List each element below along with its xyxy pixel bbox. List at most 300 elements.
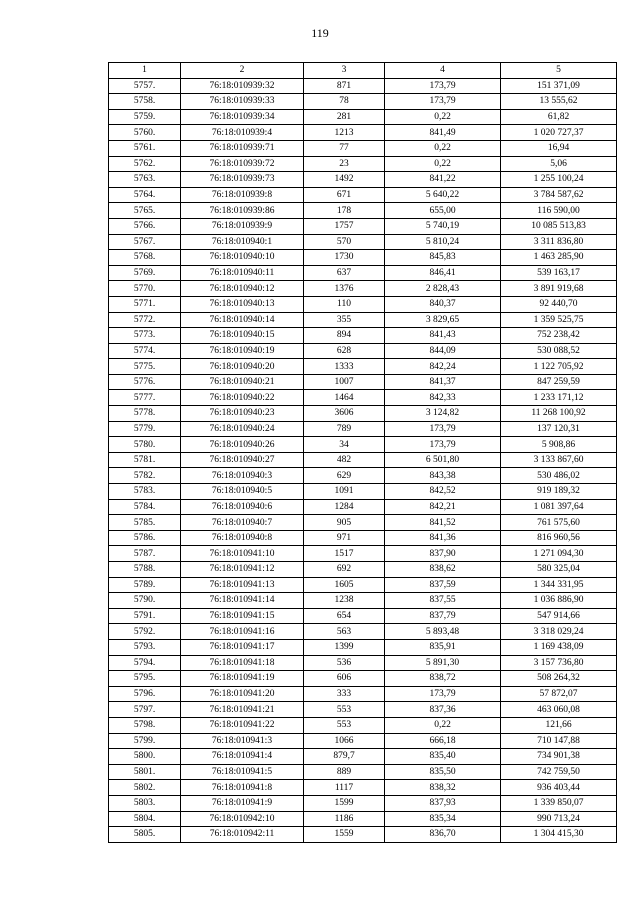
table-cell: 76:18:010941:8: [181, 780, 304, 796]
table-row: [109, 639, 617, 655]
table-row: [109, 125, 617, 141]
table-cell: 508 264,32: [501, 671, 617, 687]
table-row: [109, 390, 617, 406]
table-cell: 1599: [304, 795, 385, 811]
table-cell: 5773.: [109, 328, 181, 344]
table-cell: 5801.: [109, 764, 181, 780]
table-cell: 5,06: [501, 156, 617, 172]
table-cell: 5764.: [109, 187, 181, 203]
table-cell: 355: [304, 312, 385, 328]
table-cell: 837,79: [385, 608, 501, 624]
table-cell: 5 640,22: [385, 187, 501, 203]
table-cell: 1 169 438,09: [501, 639, 617, 655]
table-cell: 5794.: [109, 655, 181, 671]
table-row: [109, 468, 617, 484]
table-cell: 5759.: [109, 109, 181, 125]
table-cell: 76:18:010940:13: [181, 296, 304, 312]
header-cell: 4: [385, 63, 501, 79]
table-cell: 5 740,19: [385, 218, 501, 234]
table-cell: 5793.: [109, 639, 181, 655]
table-cell: 23: [304, 156, 385, 172]
table-cell: 570: [304, 234, 385, 250]
table-cell: 76:18:010941:14: [181, 593, 304, 609]
table-cell: 606: [304, 671, 385, 687]
table-row: [109, 296, 617, 312]
table-cell: 92 440,70: [501, 296, 617, 312]
table-cell: 1492: [304, 172, 385, 188]
table-cell: 5788.: [109, 562, 181, 578]
table-cell: 137 120,31: [501, 421, 617, 437]
table-cell: 5804.: [109, 811, 181, 827]
table-cell: 76:18:010940:14: [181, 312, 304, 328]
table-cell: 1730: [304, 250, 385, 266]
table-cell: 5805.: [109, 827, 181, 843]
table-cell: 671: [304, 187, 385, 203]
table-cell: 173,79: [385, 78, 501, 94]
table-cell: 5790.: [109, 593, 181, 609]
table-row: [109, 484, 617, 500]
table-row: [109, 499, 617, 515]
table-cell: 76:18:010941:9: [181, 795, 304, 811]
table-cell: 5 893,48: [385, 624, 501, 640]
table-row: [109, 312, 617, 328]
table-cell: 539 163,17: [501, 265, 617, 281]
table-cell: 536: [304, 655, 385, 671]
table-cell: 837,55: [385, 593, 501, 609]
table-cell: 76:18:010940:6: [181, 499, 304, 515]
table-cell: 61,82: [501, 109, 617, 125]
table-row: [109, 827, 617, 843]
table-cell: 1 463 285,90: [501, 250, 617, 266]
table-cell: 76:18:010941:16: [181, 624, 304, 640]
table-cell: 173,79: [385, 437, 501, 453]
table-cell: 76:18:010940:12: [181, 281, 304, 297]
table-cell: 5781.: [109, 452, 181, 468]
page-number: 119: [311, 26, 329, 40]
table-cell: 580 325,04: [501, 562, 617, 578]
table-cell: 5776.: [109, 374, 181, 390]
table-cell: 936 403,44: [501, 780, 617, 796]
table-cell: 5789.: [109, 577, 181, 593]
table-cell: 844,09: [385, 343, 501, 359]
table-cell: 76:18:010939:4: [181, 125, 304, 141]
table-cell: 5769.: [109, 265, 181, 281]
table-cell: 76:18:010939:71: [181, 140, 304, 156]
table-cell: 835,50: [385, 764, 501, 780]
table-cell: 34: [304, 437, 385, 453]
table-cell: 3606: [304, 406, 385, 422]
table-cell: 5774.: [109, 343, 181, 359]
table-cell: 761 575,60: [501, 515, 617, 531]
table-cell: 752 238,42: [501, 328, 617, 344]
table-cell: 76:18:010941:22: [181, 717, 304, 733]
table-cell: 1 339 850,07: [501, 795, 617, 811]
table-cell: 5795.: [109, 671, 181, 687]
table-row: [109, 281, 617, 297]
table-cell: 76:18:010941:21: [181, 702, 304, 718]
table-cell: 3 133 867,60: [501, 452, 617, 468]
table-cell: 76:18:010941:15: [181, 608, 304, 624]
table-cell: 11 268 100,92: [501, 406, 617, 422]
table-cell: 841,37: [385, 374, 501, 390]
table-cell: 0,22: [385, 140, 501, 156]
table-cell: 76:18:010941:3: [181, 733, 304, 749]
table-cell: 76:18:010940:27: [181, 452, 304, 468]
table-row: [109, 156, 617, 172]
table-cell: 151 371,09: [501, 78, 617, 94]
table-cell: 173,79: [385, 421, 501, 437]
table-cell: 990 713,24: [501, 811, 617, 827]
table-cell: 842,52: [385, 484, 501, 500]
table-cell: 971: [304, 530, 385, 546]
table-cell: 76:18:010940:26: [181, 437, 304, 453]
table-cell: 655,00: [385, 203, 501, 219]
table-cell: 5 810,24: [385, 234, 501, 250]
table-cell: 1559: [304, 827, 385, 843]
table-cell: 846,41: [385, 265, 501, 281]
table-cell: 281: [304, 109, 385, 125]
table-cell: 841,22: [385, 172, 501, 188]
table-cell: 1066: [304, 733, 385, 749]
table-cell: 173,79: [385, 94, 501, 110]
table-cell: 5803.: [109, 795, 181, 811]
table-cell: 1605: [304, 577, 385, 593]
table-cell: 3 829,65: [385, 312, 501, 328]
table-cell: 76:18:010940:21: [181, 374, 304, 390]
table-row: [109, 94, 617, 110]
table-cell: 905: [304, 515, 385, 531]
table-row: [109, 343, 617, 359]
table-cell: 76:18:010940:7: [181, 515, 304, 531]
table-cell: 5796.: [109, 686, 181, 702]
table-cell: 3 784 587,62: [501, 187, 617, 203]
table-row: [109, 717, 617, 733]
table-cell: 76:18:010942:11: [181, 827, 304, 843]
table-cell: 837,93: [385, 795, 501, 811]
table-cell: 1186: [304, 811, 385, 827]
table-row: [109, 374, 617, 390]
table-cell: 16,94: [501, 140, 617, 156]
table-cell: 76:18:010941:10: [181, 546, 304, 562]
table-row: [109, 421, 617, 437]
table-row: [109, 671, 617, 687]
table-cell: 835,40: [385, 749, 501, 765]
table-cell: 894: [304, 328, 385, 344]
table-cell: 842,21: [385, 499, 501, 515]
table-cell: 76:18:010939:72: [181, 156, 304, 172]
table-cell: 1238: [304, 593, 385, 609]
table-row: [109, 733, 617, 749]
table-cell: 5798.: [109, 717, 181, 733]
header-cell: 1: [109, 63, 181, 79]
table-cell: 77: [304, 140, 385, 156]
table-cell: 836,70: [385, 827, 501, 843]
table-cell: 919 189,32: [501, 484, 617, 500]
table-cell: 1 036 886,90: [501, 593, 617, 609]
table-cell: 840,37: [385, 296, 501, 312]
table-cell: 1007: [304, 374, 385, 390]
table-cell: 1 081 397,64: [501, 499, 617, 515]
table-cell: 76:18:010940:1: [181, 234, 304, 250]
table-cell: 76:18:010940:8: [181, 530, 304, 546]
table-cell: 3 318 029,24: [501, 624, 617, 640]
table-row: [109, 624, 617, 640]
table-cell: 5797.: [109, 702, 181, 718]
table-cell: 889: [304, 764, 385, 780]
table-cell: 838,32: [385, 780, 501, 796]
table-cell: 121,66: [501, 717, 617, 733]
table-cell: 76:18:010939:73: [181, 172, 304, 188]
table-row: [109, 593, 617, 609]
table-row: [109, 562, 617, 578]
table-row: [109, 140, 617, 156]
table-cell: 482: [304, 452, 385, 468]
table-cell: 5761.: [109, 140, 181, 156]
table-cell: 553: [304, 717, 385, 733]
table-cell: 76:18:010941:4: [181, 749, 304, 765]
table-cell: 1 233 171,12: [501, 390, 617, 406]
table-cell: 76:18:010941:18: [181, 655, 304, 671]
table-row: [109, 780, 617, 796]
table-cell: 116 590,00: [501, 203, 617, 219]
table-cell: 173,79: [385, 686, 501, 702]
table-cell: 789: [304, 421, 385, 437]
table-cell: 842,24: [385, 359, 501, 375]
table-cell: 5767.: [109, 234, 181, 250]
table-cell: 1464: [304, 390, 385, 406]
table-row: [109, 795, 617, 811]
table-cell: 5800.: [109, 749, 181, 765]
table-cell: 5799.: [109, 733, 181, 749]
table-cell: 5757.: [109, 78, 181, 94]
table-row: [109, 530, 617, 546]
table-cell: 110: [304, 296, 385, 312]
table-cell: 5783.: [109, 484, 181, 500]
table-cell: 837,90: [385, 546, 501, 562]
table-cell: 76:18:010940:15: [181, 328, 304, 344]
table-cell: 1399: [304, 639, 385, 655]
table-cell: 76:18:010941:17: [181, 639, 304, 655]
table-cell: 842,33: [385, 390, 501, 406]
table-cell: 1 304 415,30: [501, 827, 617, 843]
table-cell: 547 914,66: [501, 608, 617, 624]
table-header-row: [109, 63, 617, 79]
table-row: [109, 234, 617, 250]
table-row: [109, 437, 617, 453]
table-cell: 463 060,08: [501, 702, 617, 718]
table-cell: 742 759,50: [501, 764, 617, 780]
table-row: [109, 608, 617, 624]
table-cell: 1 020 727,37: [501, 125, 617, 141]
table-cell: 3 311 836,80: [501, 234, 617, 250]
header-cell: 5: [501, 63, 617, 79]
table-cell: 76:18:010940:20: [181, 359, 304, 375]
table-cell: 5 891,30: [385, 655, 501, 671]
table-cell: 76:18:010941:13: [181, 577, 304, 593]
table-cell: 666,18: [385, 733, 501, 749]
table-cell: 5792.: [109, 624, 181, 640]
table-cell: 78: [304, 94, 385, 110]
table-cell: 1376: [304, 281, 385, 297]
table-cell: 0,22: [385, 156, 501, 172]
table-cell: 5768.: [109, 250, 181, 266]
table-cell: 5780.: [109, 437, 181, 453]
table-cell: 178: [304, 203, 385, 219]
table-cell: 5771.: [109, 296, 181, 312]
table-cell: 837,36: [385, 702, 501, 718]
table-cell: 628: [304, 343, 385, 359]
table-cell: 837,59: [385, 577, 501, 593]
table-cell: 5787.: [109, 546, 181, 562]
table-cell: 6 501,80: [385, 452, 501, 468]
table-cell: 5791.: [109, 608, 181, 624]
table-row: [109, 172, 617, 188]
table-cell: 76:18:010939:86: [181, 203, 304, 219]
table-cell: 76:18:010939:9: [181, 218, 304, 234]
table-cell: 871: [304, 78, 385, 94]
cadastral-table: [108, 62, 617, 843]
table-cell: 816 960,56: [501, 530, 617, 546]
table-row: [109, 686, 617, 702]
table-row: [109, 546, 617, 562]
header-cell: 3: [304, 63, 385, 79]
table-row: [109, 328, 617, 344]
table-cell: 76:18:010941:19: [181, 671, 304, 687]
table-cell: 76:18:010942:10: [181, 811, 304, 827]
table-cell: 57 872,07: [501, 686, 617, 702]
table-cell: 76:18:010939:8: [181, 187, 304, 203]
table-cell: 1117: [304, 780, 385, 796]
table-cell: 76:18:010940:24: [181, 421, 304, 437]
table-cell: 0,22: [385, 717, 501, 733]
table-cell: 1757: [304, 218, 385, 234]
table-row: [109, 109, 617, 125]
table-cell: 10 085 513,83: [501, 218, 617, 234]
table-cell: 1213: [304, 125, 385, 141]
table-cell: 5772.: [109, 312, 181, 328]
table-cell: 835,91: [385, 639, 501, 655]
table-cell: 879,7: [304, 749, 385, 765]
table-cell: 76:18:010941:12: [181, 562, 304, 578]
table-row: [109, 406, 617, 422]
table-cell: 5785.: [109, 515, 181, 531]
table-cell: 841,36: [385, 530, 501, 546]
table-cell: 5762.: [109, 156, 181, 172]
table-cell: 5784.: [109, 499, 181, 515]
table-row: [109, 203, 617, 219]
table-cell: 3 124,82: [385, 406, 501, 422]
table-cell: 843,38: [385, 468, 501, 484]
table-row: [109, 811, 617, 827]
table-cell: 5760.: [109, 125, 181, 141]
table-row: [109, 250, 617, 266]
table-cell: 5779.: [109, 421, 181, 437]
table-row: [109, 655, 617, 671]
table-cell: 76:18:010939:32: [181, 78, 304, 94]
table-row: [109, 187, 617, 203]
table-cell: 13 555,62: [501, 94, 617, 110]
table-cell: 841,49: [385, 125, 501, 141]
table-cell: 76:18:010940:19: [181, 343, 304, 359]
table-row: [109, 764, 617, 780]
table-cell: 5786.: [109, 530, 181, 546]
table-cell: 841,52: [385, 515, 501, 531]
table-cell: 692: [304, 562, 385, 578]
table-cell: 2 828,43: [385, 281, 501, 297]
table-row: [109, 577, 617, 593]
table-row: [109, 515, 617, 531]
table-cell: 845,83: [385, 250, 501, 266]
table-cell: 76:18:010940:23: [181, 406, 304, 422]
table-cell: 553: [304, 702, 385, 718]
table-cell: 838,72: [385, 671, 501, 687]
table-cell: 530 088,52: [501, 343, 617, 359]
table-cell: 1 255 100,24: [501, 172, 617, 188]
table-cell: 76:18:010940:5: [181, 484, 304, 500]
table-cell: 530 486,02: [501, 468, 617, 484]
table-cell: 76:18:010940:11: [181, 265, 304, 281]
table-cell: 847 259,59: [501, 374, 617, 390]
table-cell: 5802.: [109, 780, 181, 796]
table-cell: 835,34: [385, 811, 501, 827]
table-cell: 1284: [304, 499, 385, 515]
table-cell: 1 344 331,95: [501, 577, 617, 593]
table-cell: 76:18:010940:3: [181, 468, 304, 484]
table-cell: 710 147,88: [501, 733, 617, 749]
table-cell: 1091: [304, 484, 385, 500]
table-cell: 1 359 525,75: [501, 312, 617, 328]
table-cell: 76:18:010941:5: [181, 764, 304, 780]
table-cell: 841,43: [385, 328, 501, 344]
table-cell: 5766.: [109, 218, 181, 234]
table-cell: 76:18:010941:20: [181, 686, 304, 702]
table-row: [109, 749, 617, 765]
table-cell: 3 157 736,80: [501, 655, 617, 671]
table-cell: 637: [304, 265, 385, 281]
table-cell: 1 122 705,92: [501, 359, 617, 375]
table-cell: 838,62: [385, 562, 501, 578]
table-cell: 5778.: [109, 406, 181, 422]
header-cell: 2: [181, 63, 304, 79]
table-row: [109, 265, 617, 281]
table-row: [109, 452, 617, 468]
table-row: [109, 359, 617, 375]
table-cell: 1 271 094,30: [501, 546, 617, 562]
table-cell: 629: [304, 468, 385, 484]
table-cell: 333: [304, 686, 385, 702]
table-cell: 734 901,38: [501, 749, 617, 765]
table-row: [109, 78, 617, 94]
table-cell: 5765.: [109, 203, 181, 219]
table-cell: 5775.: [109, 359, 181, 375]
table-row: [109, 702, 617, 718]
table-cell: 76:18:010939:33: [181, 94, 304, 110]
table-cell: 1333: [304, 359, 385, 375]
table-cell: 563: [304, 624, 385, 640]
table-cell: 5 908,86: [501, 437, 617, 453]
table-cell: 5782.: [109, 468, 181, 484]
table-cell: 76:18:010939:34: [181, 109, 304, 125]
table-cell: 654: [304, 608, 385, 624]
table-cell: 5777.: [109, 390, 181, 406]
table-cell: 1517: [304, 546, 385, 562]
table-cell: 5763.: [109, 172, 181, 188]
table-row: [109, 218, 617, 234]
table-cell: 76:18:010940:22: [181, 390, 304, 406]
table-cell: 5770.: [109, 281, 181, 297]
table-cell: 0,22: [385, 109, 501, 125]
table-cell: 76:18:010940:10: [181, 250, 304, 266]
